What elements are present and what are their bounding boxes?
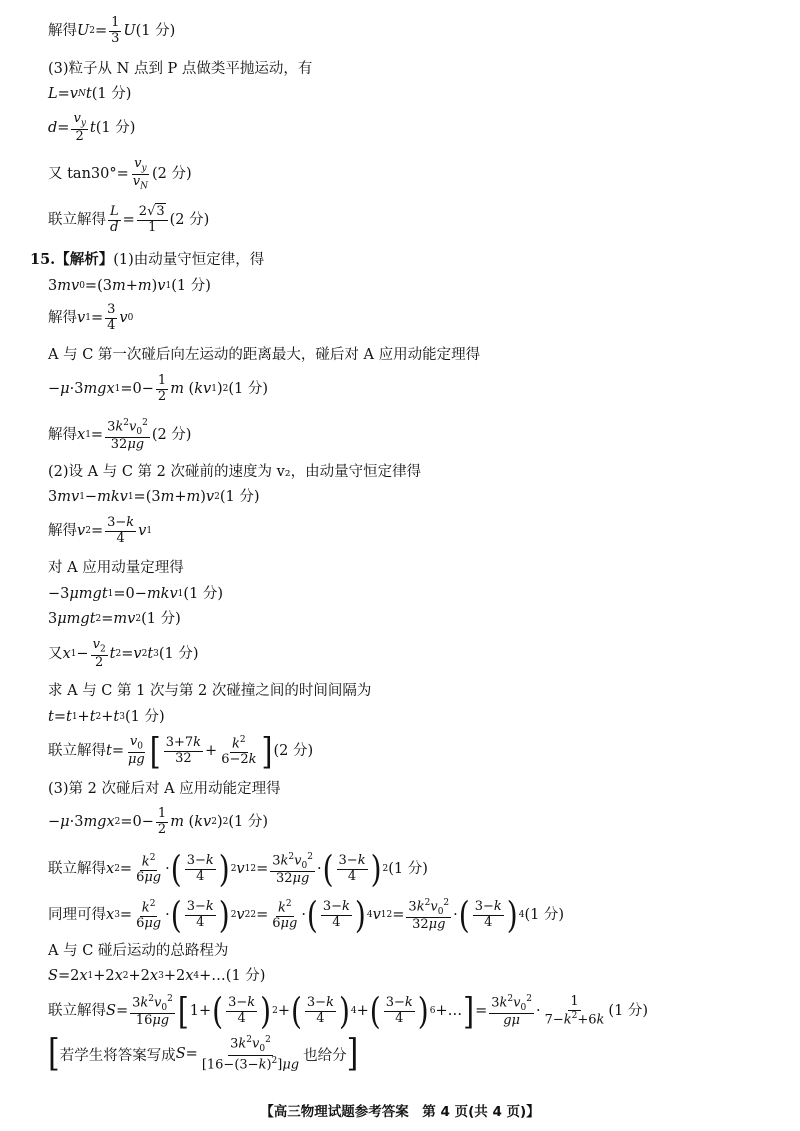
- line-28: S =2 x 1 +2 x 2 +2 x 3 +2 x 4 +… (1 分): [48, 968, 266, 984]
- text: 同理可得: [48, 907, 106, 924]
- text: (1)由动量守恒定律，得: [113, 252, 265, 268]
- score: (1 分): [228, 814, 269, 831]
- page-footer: 【高三物理试题参考答案 第 4 页(共 4 页)】: [260, 1104, 540, 1120]
- text: (3)第 2 次碰后对 A 应用动能定理得: [48, 781, 281, 797]
- line-16: [48, 561, 184, 576]
- line-24: − μ ·3 mgx 2 =0− $\frac{1}{2}$ m ( kv 2 ) 2 (1 分): [48, 806, 269, 837]
- text: 解得: [48, 427, 77, 444]
- text: 又: [48, 646, 63, 663]
- line-12: 解得 x 1 = $\frac{3k^2v_0^2}{32\mu g}$ (2 分): [48, 418, 192, 453]
- text: 联立解得: [48, 743, 106, 760]
- score: (1 分): [135, 23, 176, 40]
- line-9: 解得 v 1 = $\frac{3}{4}$ v 0: [48, 302, 134, 333]
- text: A 与 C 碰后运动的总路程为: [48, 943, 229, 959]
- section-label: 15.【解析】: [30, 251, 114, 268]
- text: (3)粒子从 N 点到 P 点做类平抛运动，有: [48, 61, 313, 77]
- score: (1 分): [225, 968, 266, 984]
- text: 解得: [48, 310, 77, 327]
- text: 也给分: [303, 1047, 347, 1064]
- line-20: [48, 684, 371, 699]
- score: (2 分): [169, 212, 210, 229]
- line-23: [48, 782, 281, 797]
- score: (1 分): [124, 709, 165, 725]
- score: (2 分): [151, 427, 192, 444]
- text: 解得: [48, 23, 77, 40]
- line-1: 解得 U 2 = $\frac{1}{3}$ U (1 分): [48, 15, 176, 46]
- text: (2)设 A 与 C 第 2 次碰前的速度为 v₂，由动量守恒定律得: [48, 464, 422, 480]
- score: (1 分): [524, 907, 565, 924]
- line-21: t = t 1 + t 2 + t 3 (1 分): [48, 709, 165, 725]
- score: (1 分): [219, 489, 260, 505]
- line-29: 联立解得 S = $\frac{3k^2v_0^2}{16\mu g}$ [ 1+ ( $\frac{3-k}{4}$ ) 2 + ( $\frac{3-k}{4}$ ) 4 + ( $\frac{3-k}{4}$ ) 6 +… ] = $\frac{3k^2v_0^2}{g\mu}$ · $\frac{1}{7-k^2+6k}$ (1 分): [48, 989, 649, 1033]
- line-5: 又 tan30°= $\frac{v_y}{v_N}$ (2 分): [48, 156, 192, 192]
- score: (2 分): [152, 166, 192, 183]
- score: (1 分): [158, 646, 199, 663]
- line-14: 3 mv 1 − mkv 1 =(3 m + m ) v 2 (1 分): [48, 489, 260, 505]
- line-11: − μ ·3 mgx 1 =0− $\frac{1}{2}$ m ( kv 1 ) 2 (1 分): [48, 373, 269, 404]
- text: 求 A 与 C 第 1 次与第 2 次碰撞之间的时间间隔为: [48, 683, 372, 699]
- text: 联立解得: [48, 861, 106, 878]
- text: A 与 C 第一次碰后向左运动的距离最大，碰后对 A 应用动能定理得: [48, 347, 481, 363]
- line-6: 联立解得 $\frac{L}{d}$ = $\frac{2√3}{1}$ (2 分): [48, 204, 210, 235]
- text: 对 A 应用动量定理得: [48, 560, 184, 576]
- score: (1 分): [388, 861, 428, 878]
- score: (1 分): [171, 278, 211, 294]
- line-7: [30, 253, 264, 268]
- line-4: d = $\frac{v_y}{2}$ t (1 分): [48, 111, 136, 144]
- line-27: [48, 944, 228, 959]
- score: (1 分): [183, 586, 224, 602]
- line-3: L = v N t (1 分): [48, 86, 132, 102]
- line-19: 又 x 1 − $\frac{v_2}{2}$ t 2 = v 2 t 3 (1 分): [48, 637, 199, 670]
- line-10: [48, 348, 480, 363]
- line-22: 联立解得 t = $\frac{v_0}{\mu g}$ [ $\frac{3+7k}{32}$ + $\frac{k^2}{6-2k}$ ] (2 分): [48, 729, 314, 773]
- text: 解得: [48, 523, 77, 540]
- score: (1 分): [228, 381, 269, 398]
- note-line: [ 若学生将答案写成 S = $\frac{3k^2v_0^2}{[16-(3-k)^2]\mu g}$ 也给分 ]: [48, 1031, 359, 1076]
- line-13: [48, 465, 421, 480]
- text: 联立解得: [48, 1003, 106, 1020]
- text: 联立解得: [48, 212, 106, 229]
- score: (1 分): [141, 611, 181, 627]
- text: 又 tan30°=: [48, 166, 129, 183]
- line-25: 联立解得 x 2 = $\frac{k^2}{6\mu g}$ · ( $\frac{3-k}{4}$ ) 2 v 1 2 = $\frac{3k^2v_0^2}{32\mu g}$ · ( $\frac{3-k}{4}$ ) 2 (1 分): [48, 847, 428, 891]
- line-2: [48, 62, 312, 77]
- score: (1 分): [91, 86, 132, 102]
- line-17: −3 μmgt 1 =0− mkv 1 (1 分): [48, 586, 224, 602]
- line-26: 同理可得 x 3 = $\frac{k^2}{6\mu g}$ · ( $\frac{3-k}{4}$ ) 2 v 2 2 = $\frac{k^2}{6\mu g}$ · ( $\frac{3-k}{4}$ ) 4 v 1 2 = $\frac{3k^2v_0^2}{32\mu g}$ · ( $\frac{3-k}{4}$ ) 4 (1 分): [48, 893, 565, 937]
- score: (1 分): [95, 120, 136, 137]
- line-18: 3 μmgt 2 = mv 2 (1 分): [48, 611, 181, 627]
- score: (2 分): [273, 743, 314, 760]
- line-15: 解得 v 2 = $\frac{3-k}{4}$ v 1: [48, 515, 153, 546]
- score: (1 分): [608, 1003, 649, 1020]
- text: 若学生将答案写成: [59, 1047, 176, 1064]
- line-8: 3 mv 0 =(3 m + m ) v 1 (1 分): [48, 278, 211, 294]
